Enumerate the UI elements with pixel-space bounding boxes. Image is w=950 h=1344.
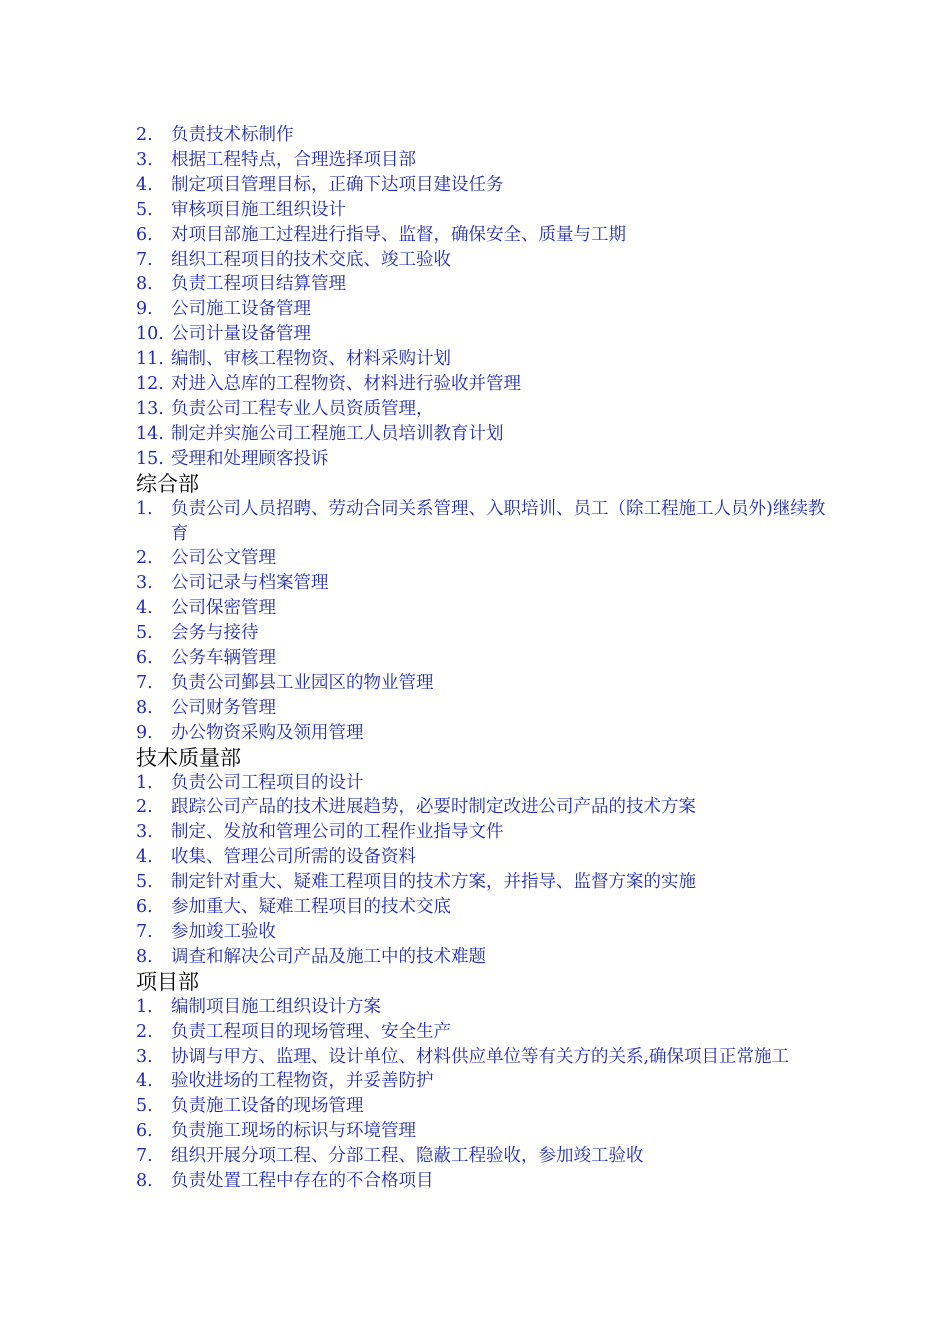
item-number: 9. xyxy=(136,722,153,743)
item-text: 制定针对重大、疑难工程项目的技术方案，并指导、监督方案的实施 xyxy=(171,872,696,893)
item-number: 8. xyxy=(136,697,153,718)
duty-list xyxy=(136,497,836,746)
item-number: 3. xyxy=(136,822,153,843)
item-number: 6. xyxy=(136,897,153,918)
item-text: 参加重大、疑难工程项目的技术交底 xyxy=(171,897,451,918)
item-text: 会务与接待 xyxy=(171,623,259,644)
item-number: 2. xyxy=(136,797,153,818)
list-item xyxy=(136,546,836,571)
list-item xyxy=(136,1020,836,1045)
item-text: 协调与甲方、监理、设计单位、材料供应单位等有关方的关系,确保项目正常施工 xyxy=(171,1046,790,1067)
list-item xyxy=(136,297,836,322)
list-item xyxy=(136,1069,836,1094)
duty-list xyxy=(136,995,836,1194)
item-number: 7. xyxy=(136,249,153,270)
list-item xyxy=(136,397,836,422)
section-heading: 综合部 xyxy=(136,471,199,496)
item-text: 根据工程特点，合理选择项目部 xyxy=(171,149,416,170)
item-number: 6. xyxy=(136,224,153,245)
item-number: 1. xyxy=(136,996,153,1017)
list-item xyxy=(136,347,836,372)
list-item xyxy=(136,372,836,397)
item-text: 编制、审核工程物资、材料采购计划 xyxy=(171,349,451,370)
list-item xyxy=(136,1094,836,1119)
list-item xyxy=(136,696,836,721)
item-text: 负责处置工程中存在的不合格项目 xyxy=(171,1171,434,1192)
list-item xyxy=(136,820,836,845)
list-item xyxy=(136,596,836,621)
list-item xyxy=(136,895,836,920)
item-number: 5. xyxy=(136,1096,153,1117)
item-number: 10. xyxy=(136,324,164,345)
item-number: 2. xyxy=(136,548,153,569)
item-text: 制定、发放和管理公司的工程作业指导文件 xyxy=(171,822,504,843)
item-number: 5. xyxy=(136,872,153,893)
item-text: 公司记录与档案管理 xyxy=(171,573,329,594)
item-text: 调查和解决公司产品及施工中的技术难题 xyxy=(171,946,486,967)
item-number: 7. xyxy=(136,672,153,693)
item-text: 公司公文管理 xyxy=(171,548,276,569)
list-item xyxy=(136,173,836,198)
item-number: 13. xyxy=(136,398,164,419)
list-item xyxy=(136,795,836,820)
item-number: 3. xyxy=(136,573,153,594)
item-text: 验收进场的工程物资，并妥善防护 xyxy=(171,1071,434,1092)
item-number: 12. xyxy=(136,374,164,395)
item-text: 负责公司人员招聘、劳动合同关系管理、入职培训、员工（除工程施工人员外)继续教育 xyxy=(171,498,826,544)
list-item xyxy=(136,123,836,148)
item-number: 7. xyxy=(136,1146,153,1167)
item-text: 公司财务管理 xyxy=(171,697,276,718)
item-text: 负责工程项目结算管理 xyxy=(171,274,346,295)
item-number: 4. xyxy=(136,1071,153,1092)
item-text: 公司施工设备管理 xyxy=(171,299,311,320)
list-item xyxy=(136,870,836,895)
item-text: 组织工程项目的技术交底、竣工验收 xyxy=(171,249,451,270)
item-number: 15. xyxy=(136,448,164,469)
item-text: 负责公司鄞县工业园区的物业管理 xyxy=(171,672,434,693)
list-item xyxy=(136,671,836,696)
document-page xyxy=(136,123,836,1194)
item-text: 收集、管理公司所需的设备资料 xyxy=(171,847,416,868)
item-text: 参加竣工验收 xyxy=(171,922,276,942)
item-text: 公务车辆管理 xyxy=(171,648,276,669)
list-item xyxy=(136,198,836,223)
list-item xyxy=(136,422,836,447)
item-text: 负责工程项目的现场管理、安全生产 xyxy=(171,1021,451,1042)
item-number: 2. xyxy=(136,1021,153,1042)
list-item xyxy=(136,272,836,297)
item-number: 8. xyxy=(136,946,153,967)
item-number: 3. xyxy=(136,149,153,170)
item-text: 公司计量设备管理 xyxy=(171,324,311,345)
item-number: 4. xyxy=(136,174,153,195)
list-item xyxy=(136,223,836,248)
item-number: 11. xyxy=(136,349,164,370)
item-text: 受理和处理顾客投诉 xyxy=(171,448,329,469)
duty-list xyxy=(136,771,836,970)
item-number: 2. xyxy=(136,125,153,145)
item-number: 6. xyxy=(136,648,153,669)
list-item xyxy=(136,1144,836,1169)
list-item xyxy=(136,1119,836,1144)
item-text: 负责施工设备的现场管理 xyxy=(171,1096,364,1117)
list-item xyxy=(136,1169,836,1194)
list-item xyxy=(136,721,836,746)
item-text: 制定并实施公司工程施工人员培训教育计划 xyxy=(171,423,504,444)
item-number: 3. xyxy=(136,1046,153,1067)
item-number: 5. xyxy=(136,199,153,220)
list-item xyxy=(136,248,836,273)
list-item xyxy=(136,621,836,646)
item-number: 8. xyxy=(136,1171,153,1192)
item-text: 公司保密管理 xyxy=(171,598,276,619)
list-item xyxy=(136,148,836,173)
item-number: 1. xyxy=(136,772,153,793)
list-item xyxy=(136,447,836,472)
item-number: 1. xyxy=(136,498,153,519)
list-item xyxy=(136,945,836,970)
section-heading: 技术质量部 xyxy=(136,745,241,770)
item-number: 4. xyxy=(136,598,153,619)
item-text: 对项目部施工过程进行指导、监督，确保安全、质量与工期 xyxy=(171,224,626,245)
item-text: 对进入总库的工程物资、材料进行验收并管理 xyxy=(171,374,521,395)
item-text: 组织开展分项工程、分部工程、隐蔽工程验收，参加竣工验收 xyxy=(171,1146,644,1167)
list-item xyxy=(136,995,836,1020)
item-text: 办公物资采购及领用管理 xyxy=(171,722,364,743)
item-text: 跟踪公司产品的技术进展趋势，必要时制定改进公司产品的技术方案 xyxy=(171,797,696,818)
list-item xyxy=(136,571,836,596)
item-number: 14. xyxy=(136,423,164,444)
item-number: 4. xyxy=(136,847,153,868)
item-number: 8. xyxy=(136,274,153,295)
list-item xyxy=(136,920,836,945)
section-heading: 项目部 xyxy=(136,969,199,994)
item-number: 9. xyxy=(136,299,153,320)
item-text: 负责公司工程专业人员资质管理， xyxy=(171,398,434,419)
list-item xyxy=(136,1045,836,1070)
list-item xyxy=(136,845,836,870)
item-text: 制定项目管理目标，正确下达项目建设任务 xyxy=(171,174,504,195)
list-item xyxy=(136,497,836,547)
list-item xyxy=(136,646,836,671)
item-number: 6. xyxy=(136,1121,153,1142)
item-text: 编制项目施工组织设计方案 xyxy=(171,996,381,1017)
item-number: 5. xyxy=(136,623,153,644)
item-text: 负责技术标制作 xyxy=(171,125,294,145)
duty-list xyxy=(136,123,836,472)
list-item xyxy=(136,771,836,796)
item-number: 7. xyxy=(136,922,153,942)
item-text: 负责公司工程项目的设计 xyxy=(171,772,364,793)
item-text: 负责施工现场的标识与环境管理 xyxy=(171,1121,416,1142)
item-text: 审核项目施工组织设计 xyxy=(171,199,346,220)
list-item xyxy=(136,322,836,347)
